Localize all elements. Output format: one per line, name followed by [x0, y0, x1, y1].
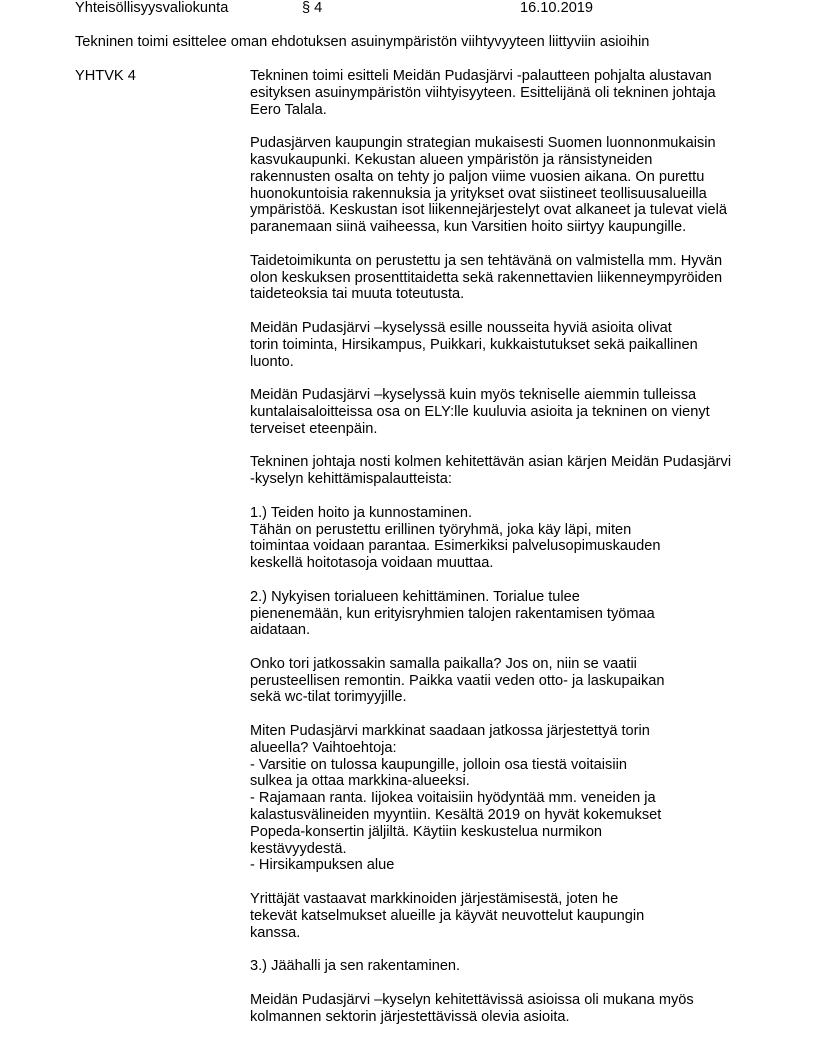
paragraph-line: kuntalaisaloitteissa osa on ELY:lle kuuluvia asioita ja tekninen on vienyt — [250, 403, 710, 420]
paragraph-line: - Rajamaan ranta. Iijokea voitaisiin hyödyntää mm. veneiden ja — [250, 790, 656, 807]
paragraph-line: Miten Pudasjärvi markkinat saadaan jatkossa järjestettyä torin — [250, 723, 650, 740]
paragraph-line: - Hirsikampuksen alue — [250, 857, 395, 874]
paragraph-line: kestävyydestä. — [250, 840, 347, 857]
paragraph-line: Eero Talala. — [250, 101, 327, 118]
paragraph-line: pienenemään, kun erityisryhmien talojen rakentamisen työmaa — [250, 605, 655, 622]
paragraph-line: sulkea ja ottaa markkina-alueeksi. — [250, 773, 470, 790]
body-paragraph — [250, 68, 750, 118]
paragraph-line: perusteellisen remontin. Paikka vaatii veden otto- ja laskupaikan — [250, 672, 665, 689]
body-paragraph — [250, 958, 750, 975]
paragraph-line: - Varsitie on tulossa kaupungille, jolloin osa tiestä voitaisiin — [250, 756, 627, 773]
paragraph-line: keskellä hoitotasoja voidaan muuttaa. — [250, 555, 494, 572]
paragraph-line: Meidän Pudasjärvi –kyselyssä kuin myös tekniselle aiemmin tulleissa — [250, 387, 697, 404]
paragraph-line: alueella? Vaihtoehtoja: — [250, 739, 397, 756]
paragraph-line: toimintaa voidaan parantaa. Esimerkiksi palvelusopimuskauden — [250, 538, 661, 555]
body-paragraph — [250, 253, 750, 303]
paragraph-line: rakennusten osalta on tehty jo paljon viime vuosien aikana. On purettu — [250, 168, 705, 185]
paragraph-line: kasvukaupunki. Kekustan alueen ympäristön ja ränsistyneiden — [250, 151, 653, 168]
paragraph-line: esityksen asuinympäristön viihtyisyyteen. Esittelijänä oli tekninen johtaja — [250, 84, 716, 101]
body-paragraph — [250, 320, 750, 370]
body-paragraph — [250, 589, 750, 639]
paragraph-line: terveiset eteenpäin. — [250, 420, 378, 437]
paragraph-line: kanssa. — [250, 924, 301, 941]
paragraph-line: huonokuntoisia rakennuksia ja yritykset ovat siistineet teollisuusalueilla — [250, 185, 707, 202]
paragraph-line: Popeda-konsertin jäljiltä. Käytiin keskustelua nurmikon — [250, 823, 603, 840]
body-paragraph — [250, 505, 750, 572]
paragraph-line: Onko tori jatkossakin samalla paikalla? Jos on, niin se vaatii — [250, 655, 637, 672]
paragraph-line: kalastusvälineiden myyntiin. Kesältä 2019 on hyvät kokemukset — [250, 807, 662, 824]
paragraph-line: Meidän Pudasjärvi –kyselyn kehitettävissä asioissa oli mukana myös — [250, 991, 694, 1008]
paragraph-line: aidataan. — [250, 622, 311, 639]
paragraph-line: paranemaan siinä vaiheessa, kun Varsitien hoito siirtyy kaupungille. — [250, 219, 687, 236]
paragraph-line: luonto. — [250, 353, 294, 370]
paragraph-line: taideteoksia tai muuta toteutusta. — [250, 286, 465, 303]
paragraph-line: torin toiminta, Hirsikampus, Puikkari, kukkaistutukset sekä paikallinen — [250, 336, 698, 353]
paragraph-line: kolmannen sektorin järjestettävissä olevia asioita. — [250, 1008, 570, 1025]
body-paragraph — [250, 992, 750, 1026]
paragraph-line: -kyselyn kehittämispalautteista: — [250, 471, 452, 488]
body-paragraph — [250, 656, 750, 706]
paragraph-line: Pudasjärven kaupungin strategian mukaisesti Suomen luonnonmukaisin — [250, 135, 716, 152]
paragraph-line: Tekninen toimi esitteli Meidän Pudasjärvi -palautteen pohjalta alustavan — [250, 68, 712, 84]
header-section-number: § 4 — [302, 0, 323, 16]
paragraph-line: Yrittäjät vastaavat markkinoiden järjestämisestä, joten he — [250, 891, 619, 908]
paragraph-line: 2.) Nykyisen torialueen kehittäminen. Torialue tulee — [250, 588, 580, 605]
paragraph-line: Meidän Pudasjärvi –kyselyssä esille nousseita hyviä asioita olivat — [250, 319, 672, 336]
paragraph-line: Taidetoimikunta on perustettu ja sen tehtävänä on valmistella mm. Hyvän — [250, 252, 723, 269]
body-paragraph — [250, 891, 750, 941]
document-heading: Tekninen toimi esittelee oman ehdotuksen asuinympäristön viihtyvyyteen liittyviin asioihin — [75, 34, 650, 50]
paragraph-line: Tähän on perustettu erillinen työryhmä, joka käy läpi, miten — [250, 521, 632, 538]
body-paragraph — [250, 135, 750, 236]
header-meeting-date: 16.10.2019 — [520, 0, 594, 16]
paragraph-line: tekevät katselmukset alueille ja käyvät neuvottelut kaupungin — [250, 907, 645, 924]
paragraph-line: Tekninen johtaja nosti kolmen kehitettävän asian kärjen Meidän Pudasjärvi — [250, 454, 732, 471]
paragraph-line: 3.) Jäähalli ja sen rakentaminen. — [250, 958, 461, 975]
paragraph-line: olon keskuksen prosenttitaidetta sekä rakennettavien liikenneympyröiden — [250, 269, 723, 286]
body-paragraph — [250, 454, 750, 488]
paragraph-line: ympäristöä. Keskustan isot liikennejärjestelyt ovat alkaneet ja tulevat vielä — [250, 202, 727, 219]
agenda-item-code: YHTVK 4 — [75, 68, 136, 84]
paragraph-line: 1.) Teiden hoito ja kunnostaminen. — [250, 504, 473, 521]
header-committee-name: Yhteisöllisyysvaliokunta — [75, 0, 229, 16]
body-paragraph — [250, 387, 750, 437]
document-body — [250, 68, 750, 1042]
body-paragraph — [250, 723, 750, 874]
paragraph-line: sekä wc-tilat torimyyjille. — [250, 689, 407, 706]
